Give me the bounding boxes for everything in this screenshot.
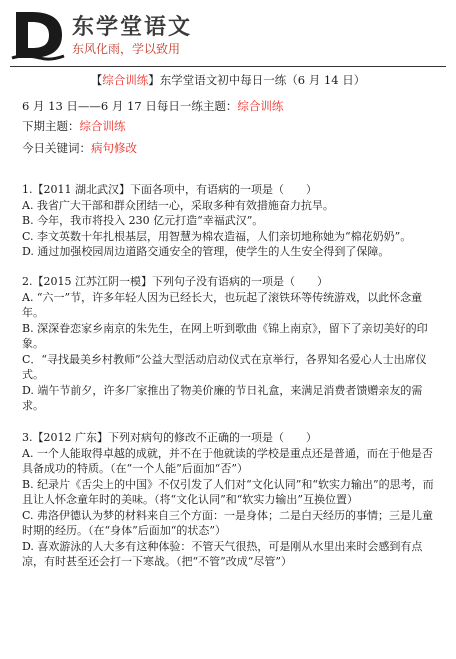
- page-title: [0, 72, 456, 88]
- option-c: C．“寻找最美乡村教师”公益大型活动启动仪式在京举行，各界知名爱心人士出席仪式。: [22, 352, 427, 381]
- question-stem: 3.【2012 广东】下列对病句的修改不正确的一项是（ ）: [22, 431, 317, 444]
- title-bracket-open: 【: [90, 73, 103, 87]
- header-divider: [10, 66, 446, 67]
- question-stem: 1.【2011 湖北武汉】下面各项中，有语病的一项是（ ）: [22, 183, 317, 196]
- period-label: 6 月 13 日——6 月 17 日每日一练主题：: [22, 99, 238, 113]
- logo-title: 东学堂语文: [72, 15, 193, 40]
- option-a: A. 一个人能取得卓越的成就，并不在于他就读的学校是重点还是普通，而在于他是否具备成功的特质。（在“一个人能”后面加“否”）: [22, 446, 433, 475]
- option-d: D. 喜欢游泳的人大多有这种体验：不管天气很热，可是刚从水里出来时会感到有点凉，有时甚至还会打一下寒战。（把“不管”改成“尽管”）: [22, 539, 423, 568]
- keyword: 病句修改: [91, 141, 137, 155]
- option-c: C. 李文英数十年扎根基层，用智慧为棉农造福，人们亲切地称她为“棉花奶奶”。: [22, 229, 412, 243]
- brush-d-logo-icon: [10, 8, 66, 62]
- option-a: A. “六一”节，许多年轻人因为已经长大，也玩起了滚铁环等传统游戏，以此怀念童年。: [22, 290, 423, 319]
- option-c: C. 弗洛伊德认为梦的材料来自三个方面：一是身体；二是白天经历的事情；三是儿童时期的经历。（在“身体”后面加“的状态”）: [22, 508, 434, 537]
- next-theme-label: 下期主题：: [22, 119, 80, 133]
- title-tag: 综合训练: [102, 73, 149, 87]
- question-stem: 2.【2015 江苏江阴一模】下列句子没有语病的一项是（ ）: [22, 275, 328, 288]
- period-theme-line: [22, 98, 283, 114]
- next-theme: 综合训练: [79, 119, 126, 133]
- question-2: [22, 274, 442, 414]
- option-b: B. 纪录片《舌尖上的中国》不仅引发了人们对“文化认同”和“软实力输出”的思考，而且让人怀念童年时的美味。（将“文化认同”和“软实力输出”互换位置）: [22, 477, 434, 506]
- title-bracket-close: 】: [148, 73, 160, 87]
- question-1: [22, 182, 442, 260]
- option-a: A. 我省广大干部和群众团结一心，采取多种有效措施奋力抗旱。: [22, 198, 334, 212]
- title-text: 东学堂语文初中每日一练（6 月 14 日）: [159, 73, 366, 87]
- logo-slogan: 东风化雨，学以致用: [72, 42, 181, 56]
- option-b: B. 深深眷恋家乡南京的朱先生，在网上听到歌曲《锦上南京》，留下了亲切美好的印象。: [22, 321, 428, 350]
- next-theme-line: [22, 118, 126, 134]
- option-d: D. 通过加强校园周边道路交通安全的管理，使学生的人生安全得到了保障。: [22, 245, 390, 258]
- logo: [10, 8, 260, 62]
- period-theme: 综合训练: [237, 99, 284, 113]
- question-3: [22, 430, 442, 570]
- option-b: B. 今年，我市将投入 230 亿元打造“幸福武汉”。: [22, 214, 264, 227]
- keyword-label: 今日关键词：: [22, 141, 91, 155]
- option-d: D. 端午节前夕，许多厂家推出了物美价廉的节日礼盒，来满足消费者馈赠亲友的需求。: [22, 383, 423, 412]
- keyword-line: [22, 140, 137, 156]
